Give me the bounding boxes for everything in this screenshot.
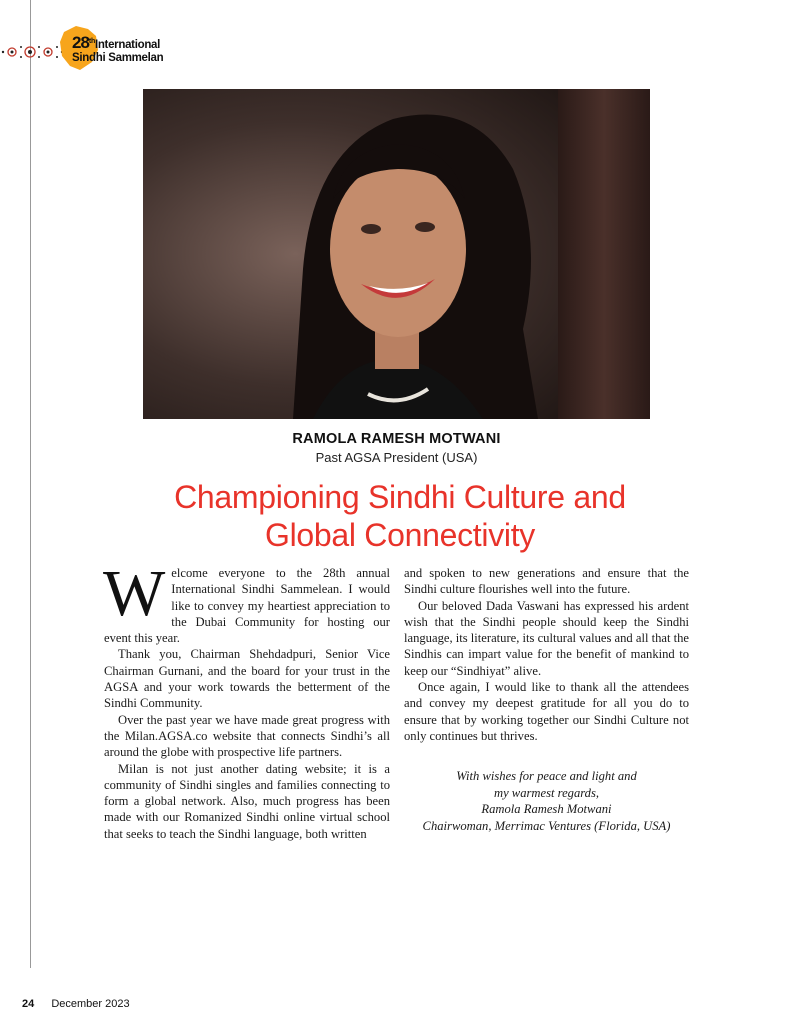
author-role: Past AGSA President (USA)	[315, 450, 478, 465]
page-footer	[22, 998, 130, 1010]
page-number: 24	[22, 998, 35, 1010]
paragraph-4: Milan is not just another dating website; it is a community of Sindhi singles and families connecting to form a global network. Also, much progress has been made with our Romanized Sindhi online virtual school that seeks to teach the Sindhi language, both written	[104, 761, 390, 841]
author-name: RAMOLA RAMESH MOTWANI	[292, 431, 501, 447]
closing-line2: my warmest regards,	[493, 785, 600, 800]
closing-line3: Ramola Ramesh Motwani	[481, 802, 612, 817]
article-column-left	[103, 557, 390, 842]
drop-cap: W	[103, 557, 166, 630]
article-headline	[110, 478, 690, 554]
closing-line4: Chairwoman, Merrimac Ventures (Florida, USA)	[422, 818, 671, 833]
paragraph-6: Once again, I would like to thank all the attendees and convey my deepest gratitude for all you do to ensure that by working together our Sindhi Culture not only continues but thrives.	[404, 680, 689, 743]
paragraph-5: Our beloved Dada Vaswani has expressed his ardent wish that the Sindhi people should keep the Sindhi language, its literature, its cultural values and all that the Sindhis can impart value for the benefit of mankind to keep our “Sindhiyat” alive.	[404, 598, 690, 678]
logo-number: 28	[72, 33, 89, 52]
paragraph-1-text: elcome everyone to the 28th annual International Sindhi Sammelean. I would like to convey my heartiest appreciation to the Dubai Community for hosting our event this year.	[104, 566, 390, 646]
logo-sup: th	[88, 38, 95, 46]
issue-date: December 2023	[51, 998, 130, 1010]
headline-line2: Global Connectivity	[265, 517, 535, 553]
portrait-photo	[143, 89, 650, 419]
logo-line2: Sindhi Sammelan	[72, 51, 164, 64]
sammelan-logo	[58, 24, 168, 74]
logo-line1: International	[94, 39, 161, 51]
headline-line1: Championing Sindhi Culture and	[174, 479, 626, 515]
portrait-illustration	[143, 89, 650, 419]
paragraph-2: Thank you, Chairman Shehdadpuri, Senior Vice Chairman Gurnani, and the board for your trust in the AGSA and your work towards the betterment of the Sindhi Community.	[104, 647, 390, 711]
closing-line1: With wishes for peace and light and	[456, 769, 637, 783]
closing-signature	[404, 768, 689, 834]
paragraph-1	[103, 557, 390, 646]
paragraph-3: Over the past year we have made great progress with the Milan.AGSA.co website that connects Sindhi’s all around the globe with prospective life partners.	[104, 712, 390, 760]
article-column-right	[404, 565, 689, 744]
paragraph-4-continued: and spoken to new generations and ensure that the Sindhi culture flourishes well into the future.	[404, 566, 689, 597]
margin-rule	[30, 0, 31, 968]
